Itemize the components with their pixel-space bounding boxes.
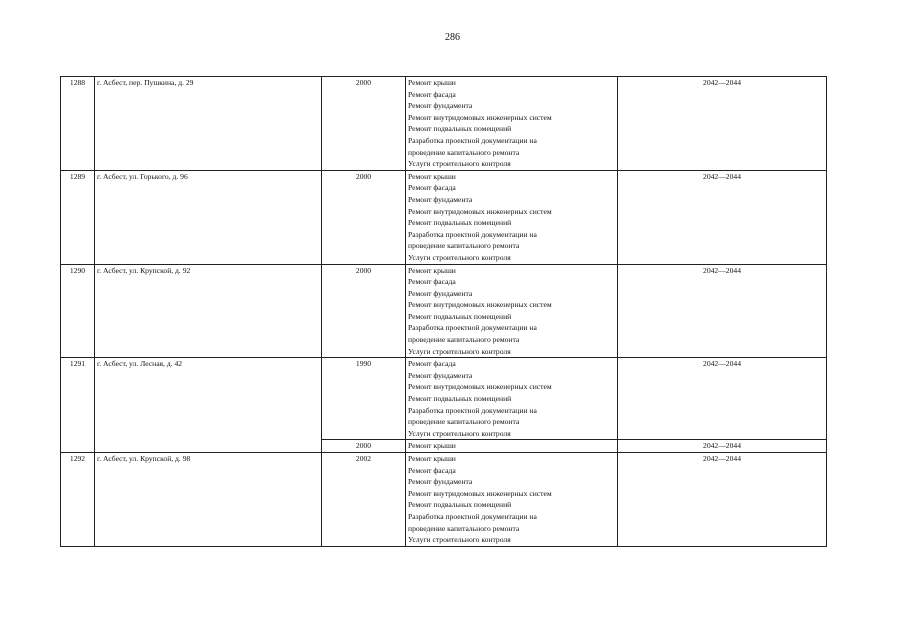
work-item: Ремонт внутридомовых инженерных систем (408, 382, 552, 392)
work-item: Ремонт внутридомовых инженерных систем (408, 206, 552, 216)
period-cell: 2042—2044 (618, 170, 827, 264)
address-cell: г. Асбест, ул. Горького, д. 96 (95, 170, 322, 264)
year-cell: 2002 (322, 453, 406, 547)
table-row (61, 264, 827, 358)
work-item: проведение капитального ремонта (408, 335, 520, 345)
work-item: Разработка проектной документации на (408, 229, 537, 239)
schedule-body (61, 77, 827, 547)
work-item: Ремонт крыши (408, 441, 456, 451)
work-item: Ремонт фасада (408, 89, 456, 99)
work-item: Ремонт фасада (408, 183, 456, 193)
work-item: Ремонт фундамента (408, 101, 473, 111)
works-cell (406, 440, 618, 453)
work-item: Разработка проектной документации на (408, 511, 537, 521)
year-cell: 1990 (322, 358, 406, 440)
table-row (61, 170, 827, 264)
work-item: Ремонт внутридомовых инженерных систем (408, 488, 552, 498)
period-cell: 2042—2044 (618, 77, 827, 171)
address-cell: г. Асбест, пер. Пушкина, д. 29 (95, 77, 322, 171)
work-item: Ремонт фасада (408, 359, 456, 369)
works-cell (406, 264, 618, 358)
work-item: Ремонт крыши (408, 454, 456, 463)
work-item: Услуги строительного контроля (408, 535, 511, 545)
period-cell: 2042—2044 (618, 440, 827, 453)
work-item: Ремонт фундамента (408, 370, 473, 380)
work-item: Услуги строительного контроля (408, 428, 511, 438)
period-cell: 2042—2044 (618, 264, 827, 358)
work-item: Ремонт подвальных помещений (408, 394, 512, 404)
year-cell: 2000 (322, 170, 406, 264)
works-cell (406, 170, 618, 264)
work-item: Разработка проектной документации на (408, 323, 537, 333)
page-number: 286 (445, 32, 460, 43)
work-item: проведение капитального ремонта (408, 147, 520, 157)
row-number: 1289 (61, 170, 95, 264)
works-cell (406, 453, 618, 547)
work-item: Ремонт фасада (408, 277, 456, 287)
work-item: Ремонт крыши (408, 171, 456, 181)
row-number: 1291 (61, 358, 95, 453)
work-item: Ремонт подвальных помещений (408, 124, 512, 134)
work-item: Ремонт внутридомовых инженерных систем (408, 300, 552, 310)
work-item: Ремонт крыши (408, 265, 456, 275)
period-cell: 2042—2044 (618, 358, 827, 440)
work-item: Ремонт подвальных помещений (408, 500, 512, 510)
year-cell: 2000 (322, 440, 406, 453)
repair-schedule-table (60, 76, 827, 547)
work-item: Разработка проектной документации на (408, 135, 537, 145)
work-item: Разработка проектной документации на (408, 405, 537, 415)
work-item: Ремонт крыши (408, 78, 456, 87)
year-cell: 2000 (322, 77, 406, 171)
row-number: 1290 (61, 264, 95, 358)
table-row (61, 77, 827, 171)
work-item: Услуги строительного контроля (408, 159, 511, 169)
work-item: Ремонт подвальных помещений (408, 218, 512, 228)
work-item: Услуги строительного контроля (408, 252, 511, 262)
works-cell (406, 77, 618, 171)
work-item: Ремонт фундамента (408, 194, 473, 204)
work-item: Услуги строительного контроля (408, 346, 511, 356)
work-item: Ремонт фундамента (408, 477, 473, 487)
period-cell: 2042—2044 (618, 453, 827, 547)
year-cell: 2000 (322, 264, 406, 358)
work-item: проведение капитального ремонта (408, 417, 520, 427)
work-item: Ремонт внутридомовых инженерных систем (408, 112, 552, 122)
address-cell: г. Асбест, ул. Крупской, д. 98 (95, 453, 322, 547)
row-number: 1292 (61, 453, 95, 547)
works-cell (406, 358, 618, 440)
work-item: проведение капитального ремонта (408, 241, 520, 251)
work-item: Ремонт подвальных помещений (408, 311, 512, 321)
table-row (61, 453, 827, 547)
work-item: Ремонт фасада (408, 465, 456, 475)
table-row (61, 358, 827, 440)
address-cell: г. Асбест, ул. Лесная, д. 42 (95, 358, 322, 453)
work-item: проведение капитального ремонта (408, 523, 520, 533)
row-number: 1288 (61, 77, 95, 171)
work-item: Ремонт фундамента (408, 288, 473, 298)
address-cell: г. Асбест, ул. Крупской, д. 92 (95, 264, 322, 358)
